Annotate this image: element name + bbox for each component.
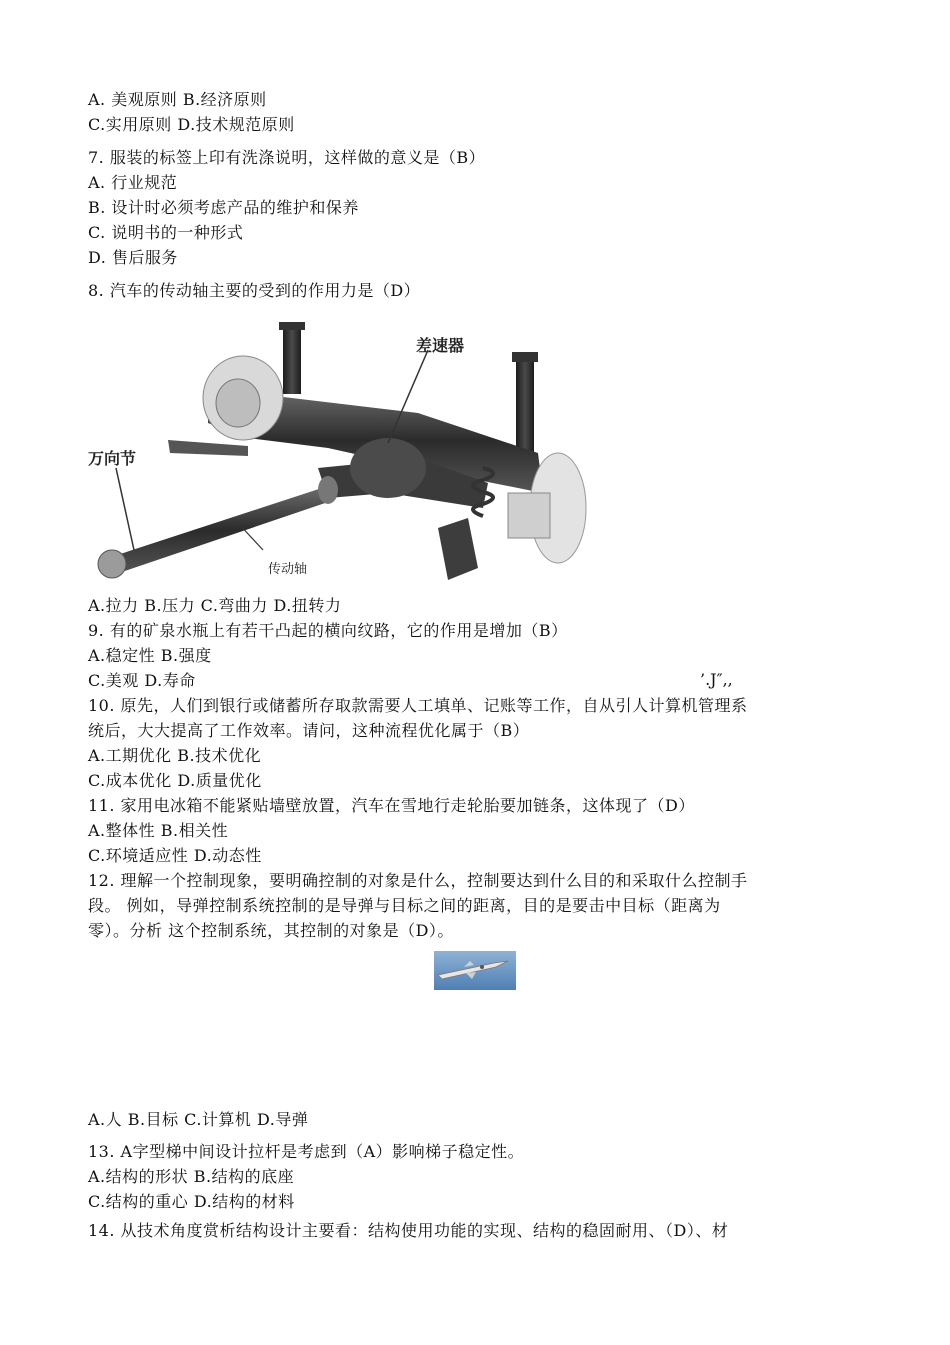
q14-question: 14. 从技术角度赏析结构设计主要看：结构使用功能的实现、结构的稳固耐用、（D）、材 <box>88 1221 729 1240</box>
q12-question-line1: 12. 理解一个控制现象，要明确控制的对象是什么，控制要达到什么目的和采取什么控制手 <box>88 871 748 890</box>
differential-label: 差速器 <box>416 336 465 355</box>
stray-scan-marks: ’.J″,, <box>700 670 733 689</box>
q8-question: 8. 汽车的传动轴主要的受到的作用力是（D） <box>88 281 421 300</box>
q9-options-cd: C.美观 D.寿命 <box>88 671 196 690</box>
q10-question-line2: 统后，大大提高了工作效率。请问，这种流程优化属于（B） <box>88 721 530 740</box>
drive-shaft-label: 传动轴 <box>268 562 308 577</box>
universal-joint-label: 万向节 <box>88 449 137 468</box>
missile-illustration <box>434 951 516 990</box>
q8-options: A.拉力 B.压力 C.弯曲力 D.扭转力 <box>88 596 342 615</box>
q11-question: 11. 家用电冰箱不能紧贴墙壁放置，汽车在雪地行走轮胎要加链条，这体现了（D） <box>88 796 695 815</box>
q6-options-ab: A. 美观原则 B.经济原则 <box>88 90 267 109</box>
q12-question-line2: 段。 例如，导弹控制系统控制的是导弹与目标之间的距离，目的是要击中目标（距离为 <box>88 896 721 915</box>
q9-question: 9. 有的矿泉水瓶上有若干凸起的横向纹路，它的作用是增加（B） <box>88 621 568 640</box>
missile-image <box>434 951 516 990</box>
q12-question-line3: 零）。分析 这个控制系统，其控制的对象是（D）。 <box>88 921 454 940</box>
q13-options-ab: A.结构的形状 B.结构的底座 <box>88 1167 295 1186</box>
q11-options-cd: C.环境适应性 D.动态性 <box>88 846 262 865</box>
rear-axle-figure <box>88 318 588 595</box>
q10-options-cd: C.成本优化 D.质量优化 <box>88 771 262 790</box>
q10-question-line1: 10. 原先，人们到银行或储蓄所存取款需要人工填单、记账等工作，自从引人计算机管理系 <box>88 696 748 715</box>
q9-options-ab: A.稳定性 B.强度 <box>88 646 212 665</box>
q7-option-d: D. 售后服务 <box>88 248 178 267</box>
q6-options-cd: C.实用原则 D.技术规范原则 <box>88 115 295 134</box>
q13-options-cd: C.结构的重心 D.结构的材料 <box>88 1192 295 1211</box>
q11-options-ab: A.整体性 B.相关性 <box>88 821 229 840</box>
q7-option-b: B. 设计时必须考虑产品的维护和保养 <box>88 198 359 217</box>
rear-axle-illustration <box>88 318 588 595</box>
q10-options-ab: A.工期优化 B.技术优化 <box>88 746 262 765</box>
q7-option-c: C. 说明书的一种形式 <box>88 223 244 242</box>
q13-question: 13. A字型梯中间设计拉杆是考虑到（A）影响梯子稳定性。 <box>88 1142 525 1161</box>
q12-options: A.人 B.目标 C.计算机 D.导弹 <box>88 1110 309 1129</box>
q7-question: 7. 服装的标签上印有洗涤说明，这样做的意义是（B） <box>88 148 486 167</box>
q7-option-a: A. 行业规范 <box>88 173 178 192</box>
